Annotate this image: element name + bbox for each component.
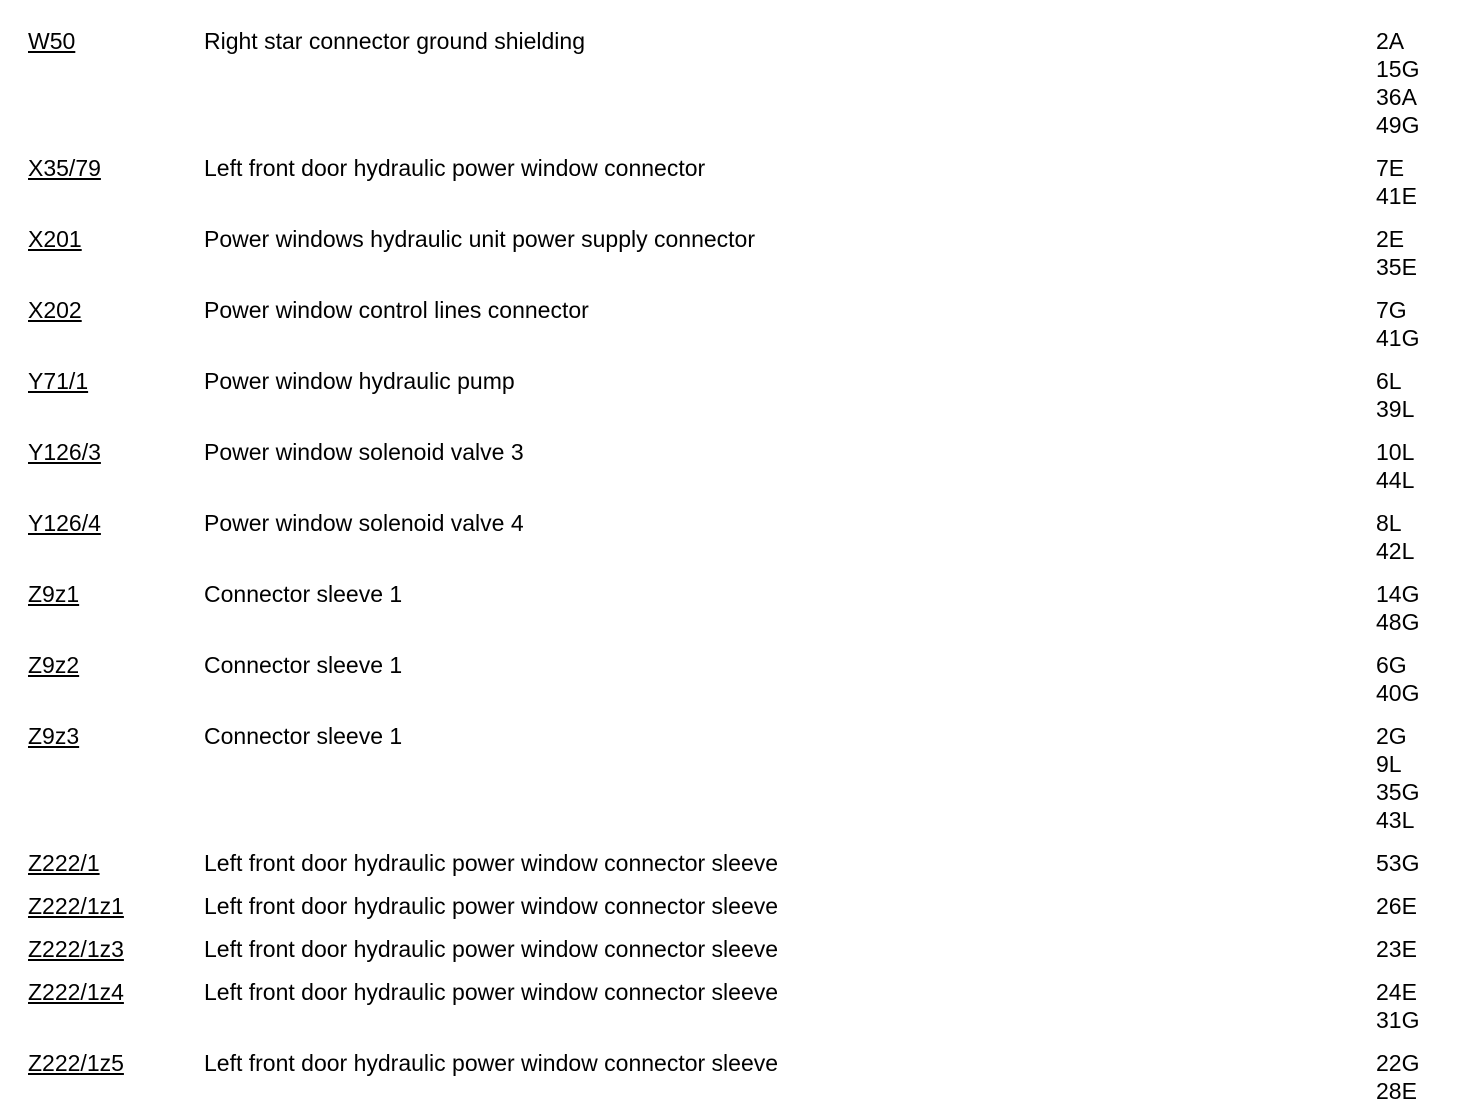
grid-reference: 15G (1376, 56, 1420, 82)
component-code-link[interactable]: Z222/1z1 (28, 893, 124, 919)
grid-reference: 39L (1376, 396, 1415, 422)
component-description: Left front door hydraulic power window connector (204, 155, 706, 181)
component-row (0, 580, 1472, 651)
grid-reference: 7G (1376, 297, 1407, 323)
grid-reference: 8L (1376, 510, 1402, 536)
grid-reference: 42L (1376, 538, 1415, 564)
component-row (0, 225, 1472, 296)
component-description: Power window control lines connector (204, 297, 589, 323)
component-row (0, 438, 1472, 509)
grid-reference: 2E (1376, 226, 1405, 252)
grid-reference: 26E (1376, 893, 1417, 919)
grid-references (1376, 651, 1419, 707)
component-description: Right star connector ground shielding (204, 28, 586, 54)
component-code-link[interactable]: X202 (28, 297, 82, 323)
grid-reference: 24E (1376, 979, 1417, 1005)
component-row (0, 154, 1472, 225)
grid-reference: 9L (1376, 751, 1402, 777)
grid-reference: 41G (1376, 325, 1420, 351)
grid-reference: 44L (1376, 467, 1415, 493)
grid-reference: 14G (1376, 581, 1420, 607)
component-code-link[interactable]: W50 (28, 28, 76, 54)
component-row (0, 722, 1472, 849)
grid-reference: 49G (1376, 112, 1420, 138)
grid-references (1376, 892, 1417, 920)
grid-references (1376, 580, 1419, 636)
grid-reference: 31G (1376, 1007, 1420, 1033)
grid-reference: 35G (1376, 779, 1420, 805)
component-code-link[interactable]: Z9z2 (28, 652, 80, 678)
grid-reference: 6L (1376, 368, 1402, 394)
grid-references (1376, 722, 1419, 834)
component-description: Power window hydraulic pump (204, 368, 515, 394)
grid-reference: 6G (1376, 652, 1407, 678)
component-code-link[interactable]: Z9z3 (28, 723, 80, 749)
grid-reference: 2A (1376, 28, 1405, 54)
component-description: Left front door hydraulic power window connector sleeve (204, 1050, 779, 1076)
component-row (0, 27, 1472, 154)
grid-references (1376, 27, 1419, 139)
component-description: Connector sleeve 1 (204, 723, 403, 749)
component-row (0, 935, 1472, 978)
component-row (0, 892, 1472, 935)
component-code-link[interactable]: X201 (28, 226, 82, 252)
component-row (0, 849, 1472, 892)
component-code-link[interactable]: Z222/1z4 (28, 979, 124, 1005)
grid-references (1376, 509, 1414, 565)
grid-reference: 40G (1376, 680, 1420, 706)
component-code-link[interactable]: Z222/1z3 (28, 936, 124, 962)
grid-reference: 48G (1376, 609, 1420, 635)
grid-references (1376, 154, 1417, 210)
grid-references (1376, 225, 1417, 281)
grid-references (1376, 978, 1419, 1034)
component-row (0, 651, 1472, 722)
component-code-link[interactable]: Z222/1z5 (28, 1050, 124, 1076)
component-description: Power windows hydraulic unit power supply connector (204, 226, 756, 252)
grid-references (1376, 367, 1414, 423)
component-description: Left front door hydraulic power window connector sleeve (204, 850, 779, 876)
component-row (0, 509, 1472, 580)
component-description: Left front door hydraulic power window connector sleeve (204, 979, 779, 1005)
component-description: Left front door hydraulic power window connector sleeve (204, 936, 779, 962)
grid-references (1376, 849, 1419, 877)
grid-reference: 43L (1376, 807, 1415, 833)
grid-reference: 7E (1376, 155, 1405, 181)
grid-reference: 35E (1376, 254, 1417, 280)
grid-reference: 10L (1376, 439, 1415, 465)
grid-references (1376, 1049, 1419, 1105)
grid-reference: 23E (1376, 936, 1417, 962)
component-row (0, 367, 1472, 438)
component-description: Power window solenoid valve 3 (204, 439, 524, 465)
component-row (0, 296, 1472, 367)
component-code-link[interactable]: Z222/1 (28, 850, 100, 876)
component-description: Connector sleeve 1 (204, 652, 403, 678)
grid-references (1376, 935, 1417, 963)
component-description: Connector sleeve 1 (204, 581, 403, 607)
grid-reference: 36A (1376, 84, 1417, 110)
component-description: Left front door hydraulic power window connector sleeve (204, 893, 779, 919)
component-code-link[interactable]: Y126/4 (28, 510, 101, 536)
component-list (0, 27, 1472, 1120)
component-code-link[interactable]: Z9z1 (28, 581, 80, 607)
component-code-link[interactable]: Y126/3 (28, 439, 101, 465)
grid-reference: 2G (1376, 723, 1407, 749)
grid-references (1376, 438, 1414, 494)
component-row (0, 1049, 1472, 1120)
component-code-link[interactable]: X35/79 (28, 155, 101, 181)
component-row (0, 978, 1472, 1049)
grid-reference: 22G (1376, 1050, 1420, 1076)
grid-reference: 53G (1376, 850, 1420, 876)
grid-reference: 28E (1376, 1078, 1417, 1104)
grid-references (1376, 296, 1419, 352)
grid-reference: 41E (1376, 183, 1417, 209)
component-code-link[interactable]: Y71/1 (28, 368, 89, 394)
component-description: Power window solenoid valve 4 (204, 510, 524, 536)
